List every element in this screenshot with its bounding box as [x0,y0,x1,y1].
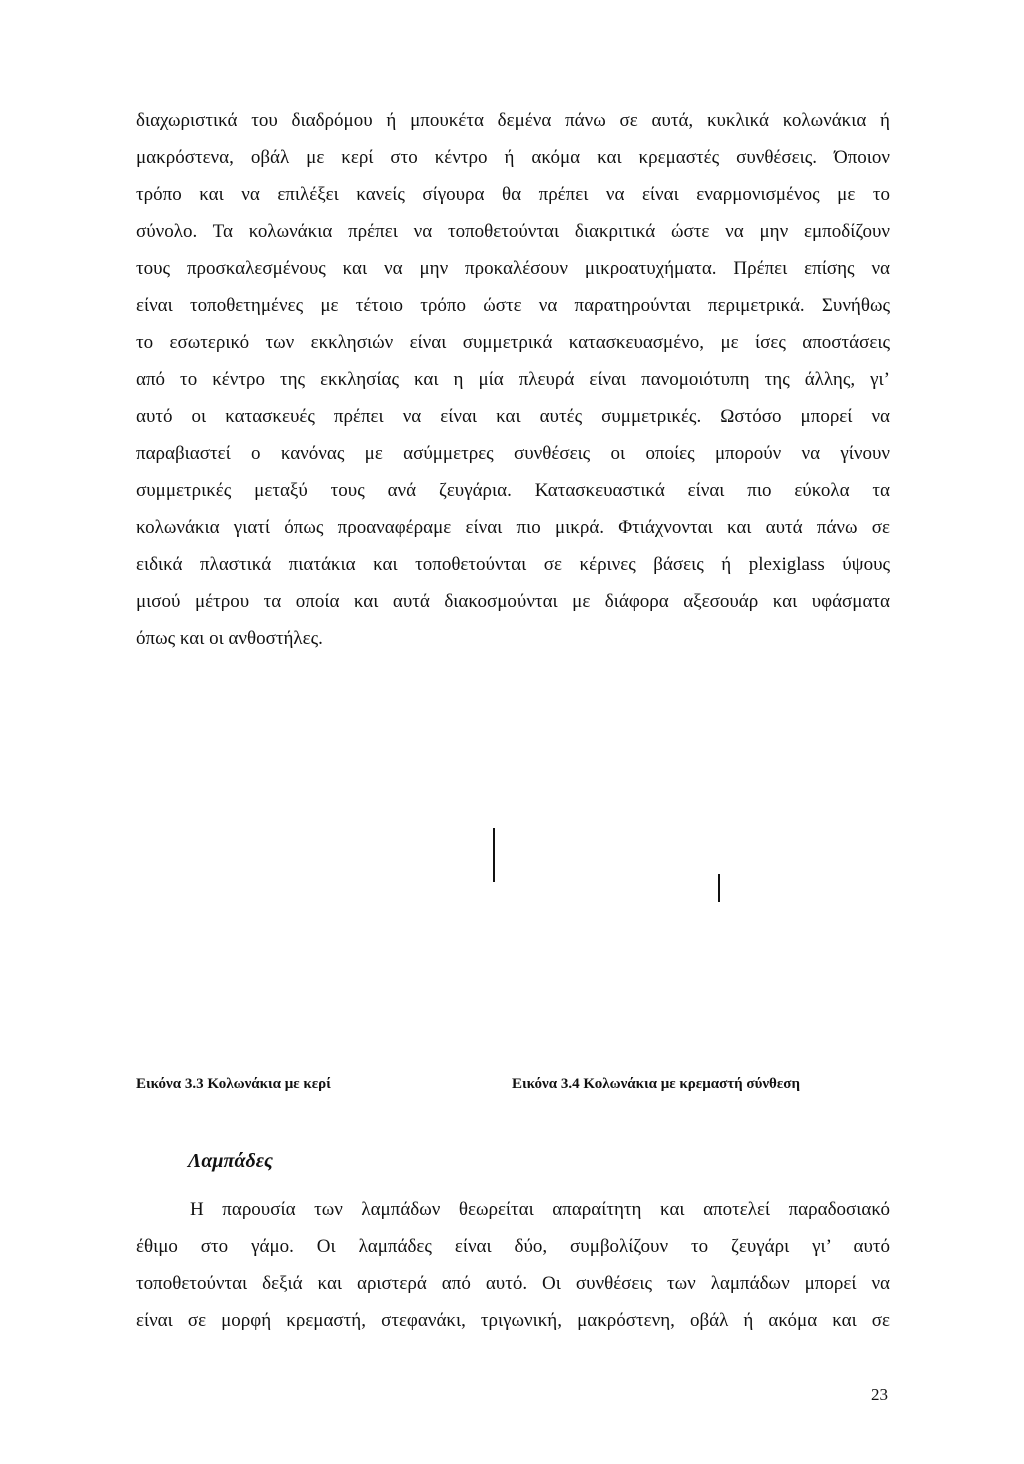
text-line: έθιμο στο γάμο. Οι λαμπάδες είναι δύο, συμβολίζουν το ζευγάρι γι’ αυτό [136,1236,890,1257]
text-line: παραβιαστεί ο κανόνας με ασύμμετρες συνθέσεις οι οποίες μπορούν να γίνουν [136,443,890,464]
figure-caption-right: Εικόνα 3.4 Κολωνάκια με κρεμαστή σύνθεση [512,1076,800,1092]
text-line: όπως και οι ανθοστήλες. [136,628,323,649]
text-line: τους προσκαλεσμένους και να μην προκαλέσουν μικροατυχήματα. Πρέπει επίσης να [136,258,890,279]
text-line: είναι σε μορφή κρεμαστή, στεφανάκι, τριγωνική, μακρόστενη, οβάλ ή ακόμα και σε [136,1310,890,1331]
page-number: 23 [871,1385,888,1404]
text-line: διαχωριστικά του διαδρόμου ή μπουκέτα δεμένα πάνω σε αυτά, κυκλικά κολωνάκια ή [136,110,890,131]
text-line: μισού μέτρου τα οποία και αυτά διακοσμούνται με διάφορα αξεσουάρ και υφάσματα [136,591,890,612]
text-line: το εσωτερικό των εκκλησιών είναι συμμετρικά κατασκευασμένο, με ίσες αποστάσεις [136,332,890,353]
section-heading: Λαμπάδες [188,1150,273,1172]
figure-caption-left: Εικόνα 3.3 Κολωνάκια με κερί [136,1076,331,1092]
text-line: Η παρουσία των λαμπάδων θεωρείται απαραίτητη και αποτελεί παραδοσιακό [190,1199,890,1220]
text-line: τρόπο και να επιλέξει κανείς σίγουρα θα πρέπει να είναι εναρμονισμένος με το [136,184,890,205]
text-line: αυτό οι κατασκευές πρέπει να είναι και αυτές συμμετρικές. Ωστόσο μπορεί να [136,406,890,427]
text-line: συμμετρικές μεταξύ τους ανά ζευγάρια. Κατασκευαστικά είναι πιο εύκολα τα [136,480,890,501]
figure-left-image [493,828,495,882]
text-line: σύνολο. Τα κολωνάκια πρέπει να τοποθετούνται διακριτικά ώστε να μην εμποδίζουν [136,221,890,242]
text-line: τοποθετούνται δεξιά και αριστερά από αυτό. Οι συνθέσεις των λαμπάδων μπορεί να [136,1273,890,1294]
figure-right-image [718,874,720,902]
text-line: από το κέντρο της εκκλησίας και η μία πλευρά είναι πανομοιότυπη της άλλης, γι’ [136,369,890,390]
text-line: ειδικά πλαστικά πιατάκια και τοποθετούνται σε κέρινες βάσεις ή plexiglass ύψους [136,554,890,575]
text-line: είναι τοποθετημένες με τέτοιο τρόπο ώστε να παρατηρούνται περιμετρικά. Συνήθως [136,295,890,316]
text-line: μακρόστενα, οβάλ με κερί στο κέντρο ή ακόμα και κρεμαστές συνθέσεις. Όποιον [136,147,890,168]
text-line: κολωνάκια γιατί όπως προαναφέραμε είναι πιο μικρά. Φτιάχνονται και αυτά πάνω σε [136,517,890,538]
